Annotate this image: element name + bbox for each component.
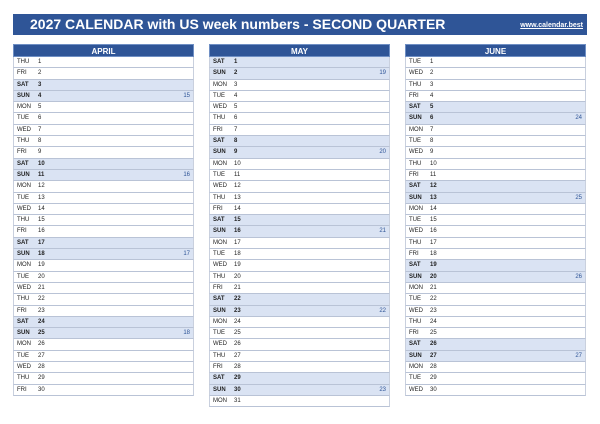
day-number: 7	[234, 126, 238, 133]
day-of-week: TUE	[17, 273, 29, 280]
day-of-week: SUN	[409, 194, 422, 201]
day-row	[405, 373, 586, 384]
day-number: 25	[234, 330, 241, 337]
day-number: 23	[38, 307, 45, 314]
week-number: 19	[379, 70, 386, 77]
day-number: 12	[430, 183, 437, 190]
day-row	[209, 238, 390, 249]
day-number: 30	[234, 386, 241, 393]
day-of-week: WED	[409, 70, 423, 77]
day-number: 7	[38, 126, 42, 133]
day-row	[209, 159, 390, 170]
day-row	[13, 306, 194, 317]
day-number: 17	[234, 239, 241, 246]
day-row	[13, 68, 194, 79]
day-row	[13, 181, 194, 192]
day-row	[405, 294, 586, 305]
day-row	[13, 125, 194, 136]
day-number: 4	[430, 92, 434, 99]
day-number: 30	[38, 386, 45, 393]
day-of-week: TUE	[213, 251, 225, 258]
day-of-week: THU	[17, 296, 30, 303]
day-number: 2	[430, 70, 434, 77]
day-of-week: THU	[213, 352, 226, 359]
day-number: 6	[430, 115, 434, 122]
day-row	[13, 260, 194, 271]
day-row	[13, 159, 194, 170]
day-of-week: TUE	[409, 375, 421, 382]
week-number: 16	[183, 171, 190, 178]
day-row	[405, 385, 586, 396]
day-row	[405, 181, 586, 192]
day-number: 8	[234, 138, 238, 145]
day-of-week: WED	[17, 126, 31, 133]
week-number: 22	[379, 307, 386, 314]
day-row	[209, 260, 390, 271]
day-number: 29	[430, 375, 437, 382]
day-row	[405, 80, 586, 91]
day-of-week: SAT	[213, 375, 225, 382]
day-number: 21	[234, 284, 241, 291]
day-of-week: FRI	[409, 330, 419, 337]
day-number: 21	[38, 284, 45, 291]
day-of-week: SAT	[213, 296, 225, 303]
day-row	[209, 385, 390, 396]
day-of-week: MON	[409, 364, 423, 371]
day-of-week: MON	[213, 239, 227, 246]
day-number: 9	[38, 149, 42, 156]
day-of-week: WED	[409, 149, 423, 156]
day-of-week: SAT	[409, 341, 421, 348]
day-of-week: THU	[17, 138, 30, 145]
week-number: 20	[379, 149, 386, 156]
day-number: 3	[234, 81, 238, 88]
day-number: 4	[38, 92, 42, 99]
day-number: 22	[38, 296, 45, 303]
day-row	[209, 351, 390, 362]
day-row	[405, 159, 586, 170]
day-of-week: FRI	[213, 205, 223, 212]
page-title: 2027 CALENDAR with US week numbers - SECOND QUARTER	[30, 16, 446, 32]
day-number: 26	[234, 341, 241, 348]
day-row	[13, 373, 194, 384]
day-of-week: THU	[17, 375, 30, 382]
day-list	[13, 57, 194, 396]
day-row	[405, 91, 586, 102]
day-of-week: SAT	[213, 138, 225, 145]
day-of-week: SAT	[17, 160, 29, 167]
day-row	[405, 193, 586, 204]
day-row	[209, 294, 390, 305]
month-title: MAY	[209, 44, 390, 57]
day-of-week: FRI	[213, 284, 223, 291]
day-number: 12	[38, 183, 45, 190]
day-of-week: MON	[17, 262, 31, 269]
day-row	[209, 249, 390, 260]
day-of-week: TUE	[213, 171, 225, 178]
day-number: 15	[38, 217, 45, 224]
day-row	[405, 238, 586, 249]
day-of-week: WED	[17, 284, 31, 291]
day-of-week: TUE	[213, 92, 225, 99]
day-of-week: WED	[409, 307, 423, 314]
day-number: 29	[234, 375, 241, 382]
day-of-week: TUE	[409, 59, 421, 65]
day-number: 19	[430, 262, 437, 269]
day-row	[13, 283, 194, 294]
day-number: 11	[38, 171, 45, 178]
day-number: 24	[234, 318, 241, 325]
day-row	[209, 373, 390, 384]
month-title: APRIL	[13, 44, 194, 57]
day-number: 3	[38, 81, 42, 88]
day-of-week: SUN	[409, 273, 422, 280]
day-row	[13, 294, 194, 305]
day-number: 14	[38, 205, 45, 212]
day-number: 6	[234, 115, 238, 122]
day-number: 31	[234, 397, 241, 404]
day-of-week: FRI	[17, 307, 27, 314]
day-number: 18	[234, 251, 241, 258]
day-row	[13, 204, 194, 215]
day-number: 8	[430, 138, 434, 145]
day-number: 12	[234, 183, 241, 190]
day-of-week: FRI	[17, 70, 27, 77]
day-of-week: THU	[17, 59, 30, 65]
day-row	[13, 385, 194, 396]
day-number: 5	[38, 104, 42, 111]
day-number: 3	[430, 81, 434, 88]
month-june	[405, 44, 586, 396]
day-number: 16	[430, 228, 437, 235]
day-of-week: THU	[409, 81, 422, 88]
day-row	[13, 339, 194, 350]
day-row	[405, 328, 586, 339]
day-number: 5	[234, 104, 238, 111]
day-number: 7	[430, 126, 434, 133]
day-of-week: MON	[409, 284, 423, 291]
day-row	[13, 238, 194, 249]
day-number: 11	[234, 171, 241, 178]
day-of-week: MON	[213, 81, 227, 88]
day-of-week: THU	[17, 217, 30, 224]
day-number: 5	[430, 104, 434, 111]
day-list	[405, 57, 586, 396]
day-number: 25	[430, 330, 437, 337]
website-link[interactable]: www.calendar.best	[520, 22, 583, 29]
day-number: 26	[430, 341, 437, 348]
day-of-week: SUN	[17, 330, 30, 337]
day-number: 13	[430, 194, 437, 201]
day-of-week: FRI	[17, 386, 27, 393]
week-number: 27	[575, 352, 582, 359]
day-row	[13, 91, 194, 102]
day-row	[209, 272, 390, 283]
day-number: 1	[430, 59, 434, 65]
day-row	[209, 317, 390, 328]
day-number: 11	[430, 171, 437, 178]
day-number: 29	[38, 375, 45, 382]
day-number: 19	[38, 262, 45, 269]
day-row	[405, 125, 586, 136]
day-of-week: MON	[213, 318, 227, 325]
week-number: 24	[575, 115, 582, 122]
day-row	[13, 328, 194, 339]
day-number: 22	[234, 296, 241, 303]
day-number: 17	[430, 239, 437, 246]
day-of-week: WED	[17, 364, 31, 371]
day-row	[405, 306, 586, 317]
day-of-week: WED	[213, 104, 227, 111]
day-number: 1	[38, 59, 42, 65]
day-row	[405, 226, 586, 237]
month-april	[13, 44, 194, 396]
day-of-week: THU	[213, 194, 226, 201]
day-of-week: SAT	[17, 81, 29, 88]
day-number: 9	[234, 149, 238, 156]
day-number: 10	[38, 160, 45, 167]
day-row	[13, 136, 194, 147]
day-number: 27	[38, 352, 45, 359]
week-number: 23	[379, 386, 386, 393]
day-number: 30	[430, 386, 437, 393]
day-row	[209, 57, 390, 68]
day-of-week: FRI	[17, 228, 27, 235]
day-number: 8	[38, 138, 42, 145]
day-of-week: WED	[17, 205, 31, 212]
day-row	[209, 147, 390, 158]
day-of-week: SUN	[213, 228, 226, 235]
day-of-week: FRI	[409, 171, 419, 178]
day-of-week: WED	[409, 386, 423, 393]
day-number: 13	[234, 194, 241, 201]
day-row	[209, 113, 390, 124]
day-of-week: MON	[17, 104, 31, 111]
day-row	[209, 362, 390, 373]
day-number: 13	[38, 194, 45, 201]
day-of-week: MON	[213, 160, 227, 167]
day-number: 21	[430, 284, 437, 291]
day-number: 6	[38, 115, 42, 122]
day-row	[405, 170, 586, 181]
day-row	[405, 204, 586, 215]
day-number: 28	[38, 364, 45, 371]
day-row	[209, 125, 390, 136]
day-number: 14	[234, 205, 241, 212]
day-row	[209, 396, 390, 407]
day-of-week: WED	[213, 341, 227, 348]
day-row	[405, 249, 586, 260]
week-number: 15	[183, 92, 190, 99]
day-row	[209, 181, 390, 192]
day-of-week: SAT	[213, 217, 225, 224]
day-number: 23	[430, 307, 437, 314]
day-of-week: SUN	[409, 352, 422, 359]
day-number: 27	[234, 352, 241, 359]
day-number: 9	[430, 149, 434, 156]
day-row	[209, 193, 390, 204]
day-number: 22	[430, 296, 437, 303]
day-row	[13, 362, 194, 373]
day-row	[13, 170, 194, 181]
day-row	[209, 68, 390, 79]
day-number: 23	[234, 307, 241, 314]
day-row	[405, 351, 586, 362]
day-row	[405, 260, 586, 271]
day-number: 2	[234, 70, 238, 77]
day-row	[405, 317, 586, 328]
day-of-week: MON	[409, 126, 423, 133]
day-row	[405, 362, 586, 373]
day-row	[13, 147, 194, 158]
day-of-week: SUN	[17, 251, 30, 258]
day-row	[209, 102, 390, 113]
day-row	[209, 306, 390, 317]
day-of-week: WED	[213, 262, 227, 269]
day-row	[13, 113, 194, 124]
day-row	[209, 226, 390, 237]
day-row	[405, 68, 586, 79]
day-of-week: MON	[409, 205, 423, 212]
day-of-week: SAT	[409, 104, 421, 111]
day-of-week: TUE	[17, 194, 29, 201]
day-of-week: SAT	[409, 183, 421, 190]
day-row	[405, 113, 586, 124]
day-number: 25	[38, 330, 45, 337]
day-of-week: SAT	[17, 239, 29, 246]
day-number: 20	[38, 273, 45, 280]
day-number: 14	[430, 205, 437, 212]
day-number: 10	[234, 160, 241, 167]
day-of-week: THU	[409, 160, 422, 167]
day-row	[209, 170, 390, 181]
day-of-week: SUN	[17, 171, 30, 178]
day-row	[209, 339, 390, 350]
day-row	[13, 351, 194, 362]
day-row	[13, 80, 194, 91]
week-number: 18	[183, 330, 190, 337]
day-of-week: TUE	[409, 138, 421, 145]
day-row	[209, 328, 390, 339]
day-number: 15	[430, 217, 437, 224]
day-of-week: FRI	[17, 149, 27, 156]
day-row	[13, 317, 194, 328]
day-row	[405, 272, 586, 283]
day-number: 28	[234, 364, 241, 371]
day-number: 15	[234, 217, 241, 224]
day-number: 10	[430, 160, 437, 167]
day-of-week: SUN	[409, 115, 422, 122]
week-number: 25	[575, 194, 582, 201]
day-number: 18	[38, 251, 45, 258]
day-row	[13, 57, 194, 68]
day-row	[13, 193, 194, 204]
day-row	[209, 204, 390, 215]
calendar-header	[13, 14, 587, 35]
day-row	[13, 226, 194, 237]
day-number: 1	[234, 59, 238, 65]
month-may	[209, 44, 390, 407]
day-of-week: SUN	[213, 149, 226, 156]
day-of-week: TUE	[17, 352, 29, 359]
day-number: 26	[38, 341, 45, 348]
day-number: 17	[38, 239, 45, 246]
day-of-week: MON	[17, 183, 31, 190]
day-of-week: THU	[409, 239, 422, 246]
day-row	[13, 272, 194, 283]
day-row	[405, 283, 586, 294]
day-number: 24	[38, 318, 45, 325]
day-row	[405, 102, 586, 113]
day-number: 19	[234, 262, 241, 269]
week-number: 17	[183, 251, 190, 258]
day-of-week: FRI	[213, 126, 223, 133]
day-of-week: THU	[213, 115, 226, 122]
day-of-week: WED	[213, 183, 227, 190]
day-number: 20	[430, 273, 437, 280]
day-row	[405, 215, 586, 226]
day-number: 16	[234, 228, 241, 235]
day-row	[405, 339, 586, 350]
day-of-week: MON	[17, 341, 31, 348]
day-number: 24	[430, 318, 437, 325]
day-of-week: SAT	[213, 59, 225, 65]
day-of-week: TUE	[409, 296, 421, 303]
day-number: 4	[234, 92, 238, 99]
day-row	[405, 147, 586, 158]
day-of-week: THU	[409, 318, 422, 325]
day-list	[209, 57, 390, 407]
week-number: 26	[575, 273, 582, 280]
day-row	[209, 215, 390, 226]
day-of-week: TUE	[409, 217, 421, 224]
day-row	[13, 215, 194, 226]
day-row	[405, 57, 586, 68]
day-of-week: FRI	[213, 364, 223, 371]
day-of-week: WED	[409, 228, 423, 235]
day-row	[209, 136, 390, 147]
day-of-week: SAT	[409, 262, 421, 269]
day-of-week: SUN	[213, 386, 226, 393]
day-number: 20	[234, 273, 241, 280]
day-number: 2	[38, 70, 42, 77]
day-row	[13, 102, 194, 113]
day-number: 16	[38, 228, 45, 235]
day-of-week: SUN	[17, 92, 30, 99]
day-row	[209, 80, 390, 91]
day-of-week: MON	[213, 397, 227, 404]
day-number: 28	[430, 364, 437, 371]
day-of-week: SAT	[17, 318, 29, 325]
day-of-week: SUN	[213, 307, 226, 314]
day-number: 18	[430, 251, 437, 258]
day-of-week: FRI	[409, 92, 419, 99]
month-title: JUNE	[405, 44, 586, 57]
day-of-week: TUE	[17, 115, 29, 122]
day-of-week: FRI	[409, 251, 419, 258]
day-row	[209, 283, 390, 294]
day-of-week: THU	[213, 273, 226, 280]
day-row	[13, 249, 194, 260]
day-of-week: TUE	[213, 330, 225, 337]
day-row	[209, 91, 390, 102]
day-of-week: SUN	[213, 70, 226, 77]
day-row	[405, 136, 586, 147]
week-number: 21	[379, 228, 386, 235]
day-number: 27	[430, 352, 437, 359]
